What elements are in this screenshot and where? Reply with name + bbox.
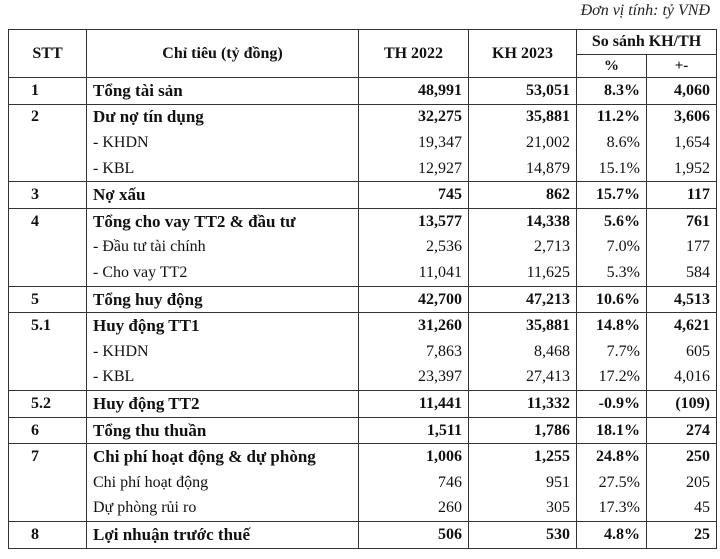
row-stt	[9, 470, 87, 496]
table-row	[9, 156, 717, 182]
header-kh2023: KH 2023	[469, 30, 577, 78]
row-diff: 3,606	[647, 104, 717, 130]
row-diff: 605	[647, 339, 717, 365]
row-indicator: - KHDN	[87, 339, 359, 365]
row-th2022: 13,577	[359, 208, 469, 234]
row-kh2023: 1,255	[469, 444, 577, 470]
row-diff: 250	[647, 444, 717, 470]
row-diff: 25	[647, 522, 717, 549]
table-row	[9, 522, 717, 549]
row-pct: 8.6%	[577, 130, 647, 156]
row-kh2023: 530	[469, 522, 577, 549]
row-diff: 4,513	[647, 286, 717, 313]
row-kh2023: 14,879	[469, 156, 577, 182]
row-indicator: Tổng huy động	[87, 286, 359, 313]
row-pct: 27.5%	[577, 470, 647, 496]
row-th2022: 260	[359, 496, 469, 522]
row-th2022: 2,536	[359, 235, 469, 261]
row-kh2023: 11,332	[469, 391, 577, 418]
row-pct: 8.3%	[577, 78, 647, 105]
table-row	[9, 130, 717, 156]
row-stt	[9, 339, 87, 365]
row-diff: 177	[647, 235, 717, 261]
table-header	[9, 30, 717, 78]
row-diff: 4,016	[647, 365, 717, 391]
row-diff: 761	[647, 208, 717, 234]
row-pct: 18.1%	[577, 417, 647, 444]
row-th2022: 1,006	[359, 444, 469, 470]
row-diff: 274	[647, 417, 717, 444]
row-th2022: 32,275	[359, 104, 469, 130]
row-kh2023: 2,713	[469, 235, 577, 261]
row-th2022: 23,397	[359, 365, 469, 391]
unit-note: Đơn vị tính: tỷ VNĐ	[580, 2, 710, 19]
header-stt: STT	[9, 30, 87, 78]
row-pct: 7.7%	[577, 339, 647, 365]
row-stt: 5.2	[9, 391, 87, 418]
row-th2022: 506	[359, 522, 469, 549]
table-row	[9, 417, 717, 444]
row-stt	[9, 496, 87, 522]
row-kh2023: 1,786	[469, 417, 577, 444]
row-th2022: 19,347	[359, 130, 469, 156]
row-pct: 10.6%	[577, 286, 647, 313]
row-kh2023: 47,213	[469, 286, 577, 313]
financial-plan-table	[8, 29, 717, 549]
row-th2022: 11,041	[359, 260, 469, 286]
row-th2022: 745	[359, 182, 469, 209]
table-row	[9, 260, 717, 286]
row-stt: 4	[9, 208, 87, 234]
row-kh2023: 35,881	[469, 104, 577, 130]
table-row	[9, 182, 717, 209]
row-diff: 205	[647, 470, 717, 496]
table-row	[9, 339, 717, 365]
row-indicator: - Đầu tư tài chính	[87, 235, 359, 261]
row-indicator: - Cho vay TT2	[87, 260, 359, 286]
row-th2022: 11,441	[359, 391, 469, 418]
row-kh2023: 35,881	[469, 313, 577, 339]
row-diff: 1,952	[647, 156, 717, 182]
row-diff: (109)	[647, 391, 717, 418]
row-pct: 7.0%	[577, 235, 647, 261]
table-row	[9, 208, 717, 234]
row-kh2023: 27,413	[469, 365, 577, 391]
row-stt: 6	[9, 417, 87, 444]
row-indicator: Nợ xấu	[87, 182, 359, 209]
table-row	[9, 78, 717, 105]
row-diff: 4,621	[647, 313, 717, 339]
row-stt	[9, 130, 87, 156]
row-th2022: 42,700	[359, 286, 469, 313]
row-kh2023: 305	[469, 496, 577, 522]
row-kh2023: 14,338	[469, 208, 577, 234]
row-pct: 5.6%	[577, 208, 647, 234]
row-kh2023: 951	[469, 470, 577, 496]
row-stt	[9, 365, 87, 391]
row-kh2023: 8,468	[469, 339, 577, 365]
table-row	[9, 365, 717, 391]
table-row	[9, 391, 717, 418]
header-compare: So sánh KH/TH	[577, 30, 717, 55]
row-pct: 15.7%	[577, 182, 647, 209]
row-stt	[9, 260, 87, 286]
row-stt: 7	[9, 444, 87, 470]
row-diff: 4,060	[647, 78, 717, 105]
row-th2022: 12,927	[359, 156, 469, 182]
row-th2022: 48,991	[359, 78, 469, 105]
row-diff: 1,654	[647, 130, 717, 156]
row-th2022: 1,511	[359, 417, 469, 444]
row-indicator: - KBL	[87, 156, 359, 182]
row-diff: 117	[647, 182, 717, 209]
table-row	[9, 470, 717, 496]
row-th2022: 746	[359, 470, 469, 496]
row-indicator: - KHDN	[87, 130, 359, 156]
row-indicator: Dư nợ tín dụng	[87, 104, 359, 130]
row-stt	[9, 235, 87, 261]
row-pct: 4.8%	[577, 522, 647, 549]
row-indicator: Tổng tài sản	[87, 78, 359, 105]
row-indicator: Huy động TT2	[87, 391, 359, 418]
table-row	[9, 286, 717, 313]
row-pct: 11.2%	[577, 104, 647, 130]
row-pct: 15.1%	[577, 156, 647, 182]
header-indicator: Chỉ tiêu (tỷ đồng)	[87, 30, 359, 78]
row-indicator: Tổng thu thuần	[87, 417, 359, 444]
header-th2022: TH 2022	[359, 30, 469, 78]
row-kh2023: 862	[469, 182, 577, 209]
row-stt: 5.1	[9, 313, 87, 339]
row-stt: 3	[9, 182, 87, 209]
row-stt: 8	[9, 522, 87, 549]
row-stt: 5	[9, 286, 87, 313]
row-kh2023: 11,625	[469, 260, 577, 286]
row-indicator: Chi phí hoạt động	[87, 470, 359, 496]
row-stt: 2	[9, 104, 87, 130]
row-indicator: Dự phòng rủi ro	[87, 496, 359, 522]
row-th2022: 31,260	[359, 313, 469, 339]
row-pct: 17.2%	[577, 365, 647, 391]
row-pct: 24.8%	[577, 444, 647, 470]
row-th2022: 7,863	[359, 339, 469, 365]
header-pct: %	[577, 55, 647, 78]
table-row	[9, 104, 717, 130]
row-indicator: Lợi nhuận trước thuế	[87, 522, 359, 549]
row-indicator: Chi phí hoạt động & dự phòng	[87, 444, 359, 470]
row-indicator: Huy động TT1	[87, 313, 359, 339]
row-pct: -0.9%	[577, 391, 647, 418]
table-row	[9, 444, 717, 470]
table-row	[9, 313, 717, 339]
row-kh2023: 53,051	[469, 78, 577, 105]
row-stt	[9, 156, 87, 182]
row-indicator: - KBL	[87, 365, 359, 391]
table-row	[9, 235, 717, 261]
table-body	[9, 78, 717, 549]
header-diff: +-	[647, 55, 717, 78]
row-indicator: Tổng cho vay TT2 & đầu tư	[87, 208, 359, 234]
row-diff: 584	[647, 260, 717, 286]
row-pct: 17.3%	[577, 496, 647, 522]
row-diff: 45	[647, 496, 717, 522]
row-kh2023: 21,002	[469, 130, 577, 156]
row-pct: 5.3%	[577, 260, 647, 286]
table-row	[9, 496, 717, 522]
row-pct: 14.8%	[577, 313, 647, 339]
row-stt: 1	[9, 78, 87, 105]
